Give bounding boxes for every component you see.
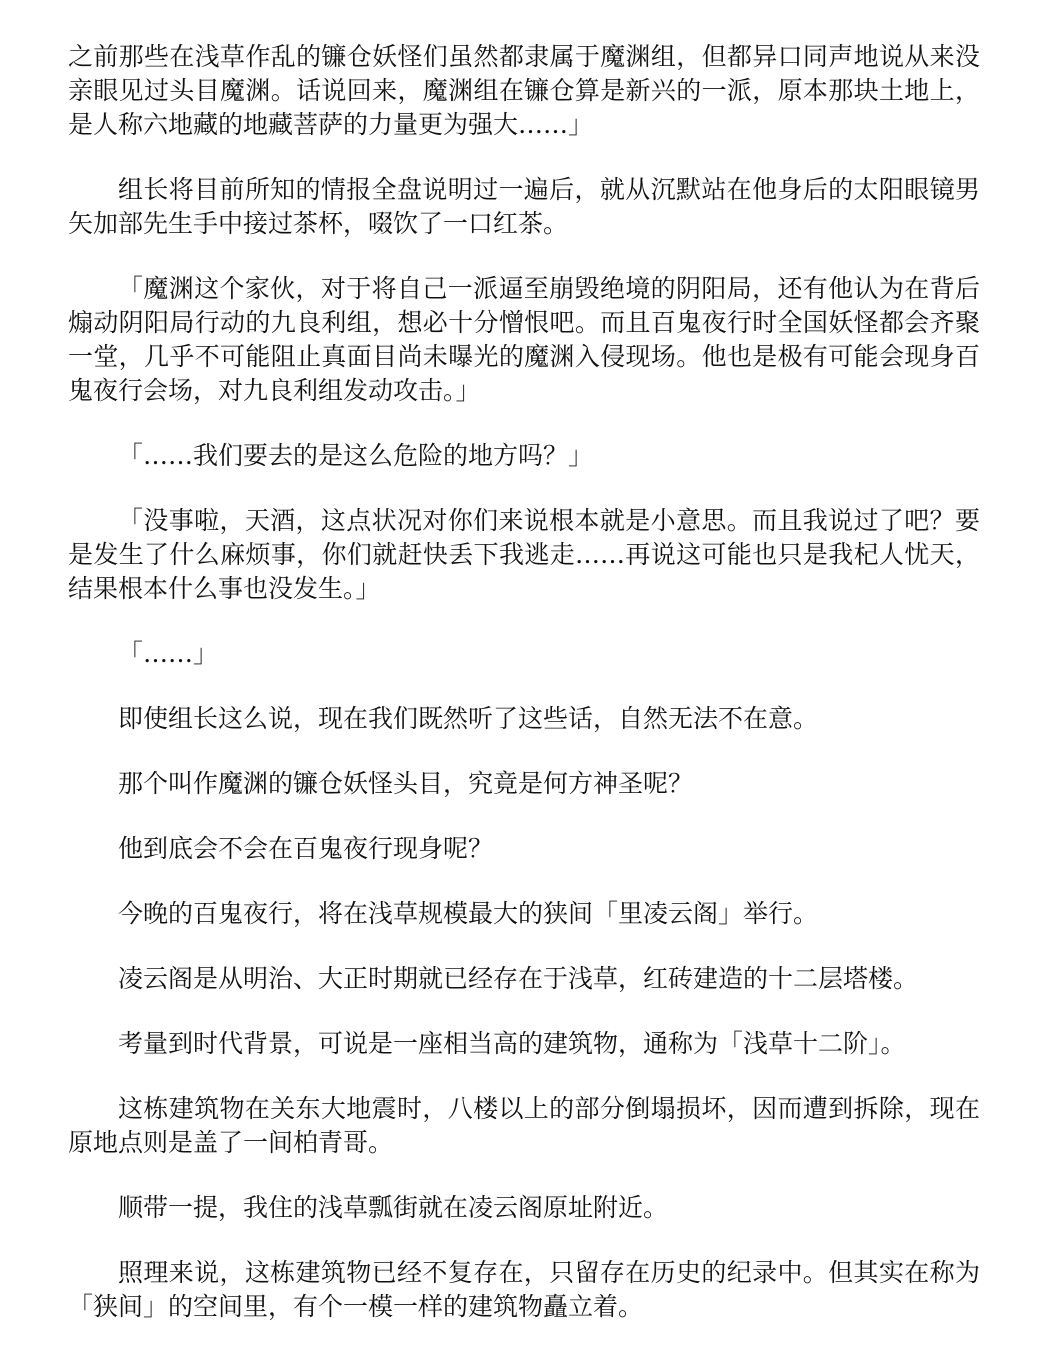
paragraph: 「魔渊这个家伙，对于将自己一派逼至崩毁绝境的阴阳局，还有他认为在背后煽动阴阳局行动的九良利组，想必十分憎恨吧。而且百鬼夜行时全国妖怪都会齐聚一堂，几乎不可能阻止真面目尚未曝光的魔渊入侵现场。他也是极有可能会现身百鬼夜行会场，对九良利组发动攻击。」 bbox=[68, 274, 980, 405]
paragraph: 之前那些在浅草作乱的镰仓妖怪们虽然都隶属于魔渊组，但都异口同声地说从来没亲眼见过头目魔渊。话说回来，魔渊组在镰仓算是新兴的一派，原本那块土地上，是人称六地藏的地藏菩萨的力量更为强大……」 bbox=[68, 42, 980, 139]
paragraph: 顺带一提，我住的浅草瓢街就在凌云阁原址附近。 bbox=[118, 1193, 669, 1222]
paragraph: 组长将目前所知的情报全盘说明过一遍后，就从沉默站在他身后的太阳眼镜男矢加部先生手中接过茶杯，啜饮了一口红茶。 bbox=[68, 175, 980, 238]
paragraph: 那个叫作魔渊的镰仓妖怪头目，究竟是何方神圣呢？ bbox=[118, 769, 694, 798]
paragraph: 「……我们要去的是这么危险的地方吗？」 bbox=[118, 441, 594, 470]
paragraph: 「没事啦，天酒，这点状况对你们来说根本就是小意思。而且我说过了吧？要是发生了什么麻烦事，你们就赶快丢下我逃走……再说这可能也只是我杞人忧天，结果根本什么事也没发生。」 bbox=[68, 506, 980, 603]
paragraph: 「……」 bbox=[118, 639, 219, 668]
document-page bbox=[68, 40, 980, 1355]
paragraph: 今晚的百鬼夜行，将在浅草规模最大的狭间「里凌云阁」举行。 bbox=[118, 899, 819, 928]
paragraph: 照理来说，这栋建筑物已经不复存在，只留存在历史的纪录中。但其实在称为「狭间」的空间里，有个一模一样的建筑物矗立着。 bbox=[68, 1258, 980, 1321]
paragraph: 凌云阁是从明治、大正时期就已经存在于浅草，红砖建造的十二层塔楼。 bbox=[118, 964, 919, 993]
paragraph: 即使组长这么说，现在我们既然听了这些话，自然无法不在意。 bbox=[118, 704, 819, 733]
paragraph: 他到底会不会在百鬼夜行现身呢？ bbox=[118, 834, 494, 863]
paragraph: 考量到时代背景，可说是一座相当高的建筑物，通称为「浅草十二阶」。 bbox=[118, 1029, 906, 1058]
paragraph: 这栋建筑物在关东大地震时，八楼以上的部分倒塌损坏，因而遭到拆除，现在原地点则是盖了一间柏青哥。 bbox=[68, 1094, 980, 1157]
